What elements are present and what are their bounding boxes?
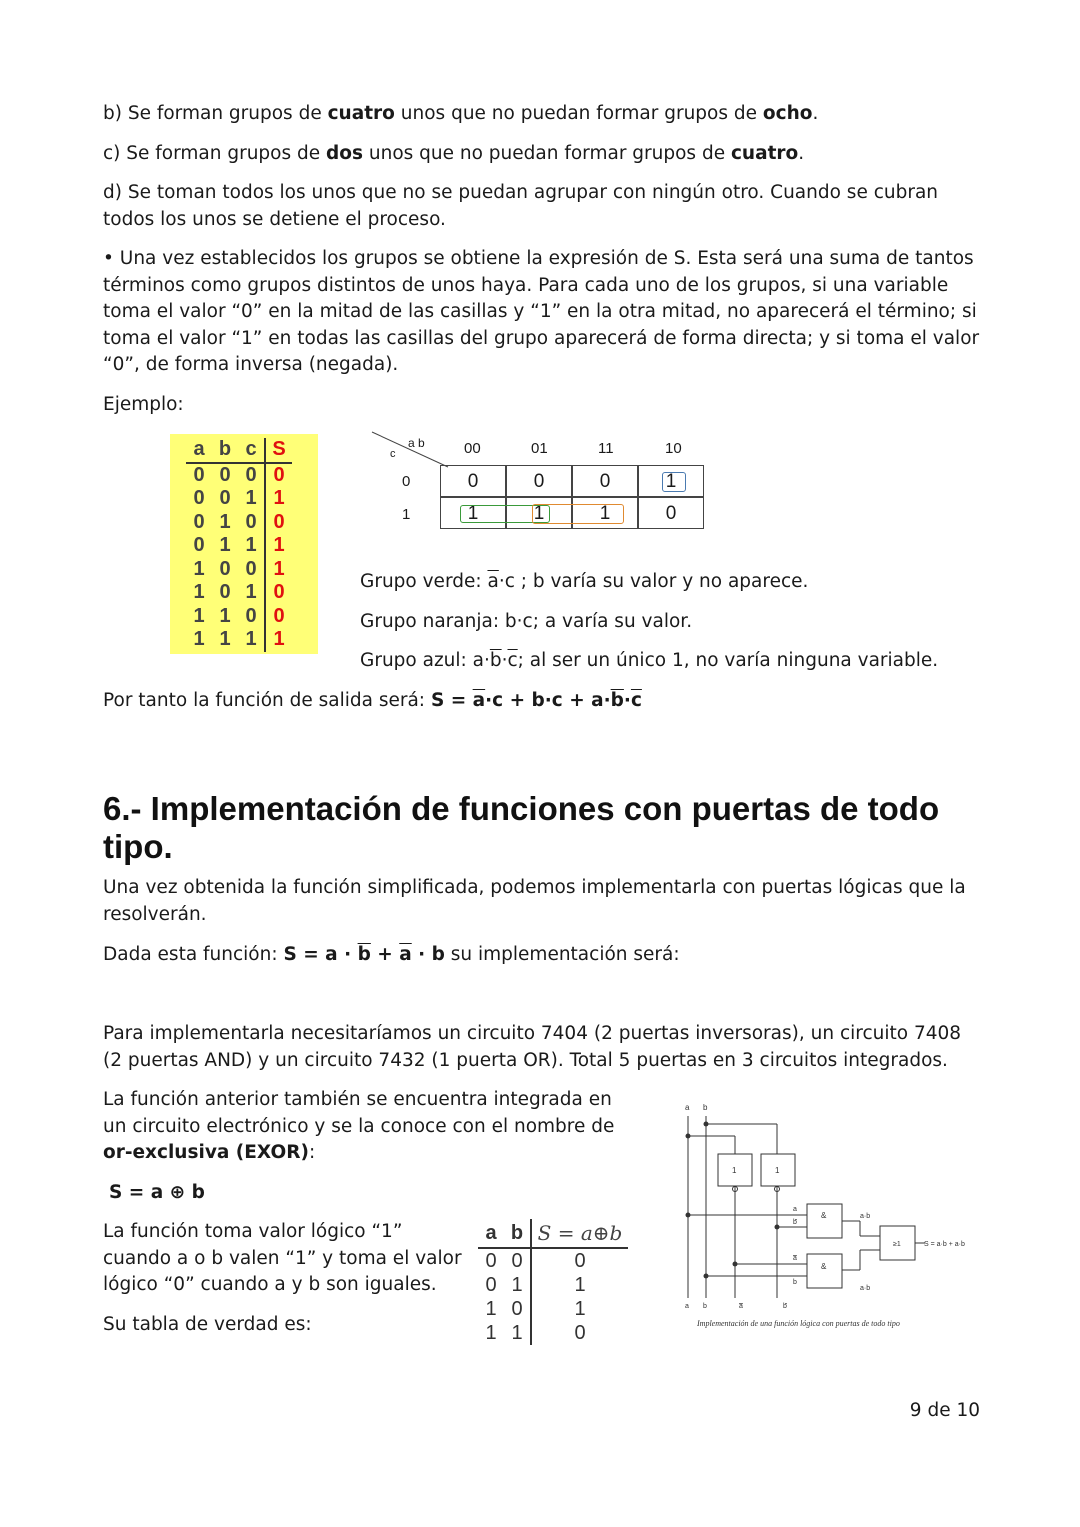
karnaugh-map	[360, 430, 720, 540]
group-blue-text: Grupo azul: $a\cdot\overline{b}\cdot\overline{c}$; al ser un único 1, no varía ninguna variable.	[360, 650, 939, 671]
xor-cell: 0	[485, 1249, 497, 1272]
and-gate-2-label: &	[821, 1262, 827, 1271]
tt-header-s: S	[265, 438, 292, 463]
xor-header-s: S = a⊕b	[531, 1219, 628, 1248]
and2-output-label: a·b	[860, 1285, 871, 1292]
xor-cell: 1	[511, 1321, 523, 1344]
tt-cell-s: 1	[265, 487, 292, 511]
tt-cell: 1	[193, 581, 205, 604]
xor-header-a: a	[478, 1219, 504, 1248]
tt-cell-s: 0	[265, 581, 292, 605]
xor-cell-s: 1	[531, 1273, 628, 1297]
kmap-cell: 0	[440, 465, 506, 497]
tt-cell: 1	[245, 581, 257, 604]
kmap-cell: 0	[506, 465, 572, 497]
group-orange-text: Grupo naranja: b·c; a varía su valor.	[360, 611, 693, 632]
tt-cell: 0	[219, 557, 231, 580]
page-number: 9 de 10	[909, 1400, 980, 1421]
given-function: Dada esta función: $S = a \cdot \overline{b} + \overline{a} \cdot b$ su implementación será:	[103, 944, 680, 965]
step-b: b) Se forman grupos de cuatro unos que no puedan formar grupos de ocho.	[103, 103, 819, 124]
kmap-row-header: 0	[402, 473, 411, 490]
and2-input-na: a	[793, 1255, 797, 1262]
tt-cell-s: 1	[265, 558, 292, 582]
section-title: 6.- Implementación de funciones con puertas de todo tipo.	[103, 790, 940, 865]
example-label: Ejemplo:	[103, 394, 184, 415]
implementation-text: Para implementarla necesitaríamos un circuito 7404 (2 puertas inversoras), un circuito 7408 (2 puertas AND) y un circuito 7432 (1 puerta OR). Total 5 puertas en 3 circuitos integrados.	[103, 1023, 962, 1071]
tt-cell: 0	[219, 487, 231, 510]
circuit-bottom-nb: b	[783, 1303, 787, 1310]
circuit-bottom-a: a	[685, 1303, 689, 1310]
tt-header-c: c	[238, 438, 265, 463]
exor-formula: S = a ⊕ b	[109, 1182, 205, 1203]
kmap-row-header: 1	[402, 506, 411, 523]
circuit-caption: Implementación de una función lógica con puertas de todo tipo	[697, 1319, 900, 1328]
tt-header-b: b	[212, 438, 238, 463]
kmap-corner-ab: a b	[408, 436, 425, 450]
tt-cell: 0	[219, 581, 231, 604]
circuit-input-a: a	[685, 1103, 690, 1112]
and2-input-b: b	[793, 1279, 797, 1286]
tt-cell-s: 1	[265, 534, 292, 558]
tt-cell: 1	[219, 534, 231, 557]
bullet-paragraph: • Una vez establecidos los grupos se obtiene la expresión de S. Esta será una suma de tantos términos como grupos distintos de unos haya. Para cada uno de los grupos, si una variable toma el valor “0” en la mitad de las casillas y “1” en la otra mitad, no aparecerá el término; si toma el valor “1” en todas las casillas del grupo aparecerá de forma directa; y si toma el valor “0”, de forma inversa (negada).	[103, 248, 980, 375]
kmap-col-header: 11	[598, 440, 614, 457]
tt-cell: 0	[219, 463, 231, 486]
tt-cell: 1	[193, 557, 205, 580]
xor-cell-s: 0	[531, 1321, 628, 1345]
and1-input-a: a	[793, 1206, 797, 1213]
kmap-cell: 1	[572, 497, 638, 529]
tt-cell: 1	[245, 487, 257, 510]
kmap-col-header: 00	[464, 440, 481, 457]
truth-table-example	[170, 434, 318, 654]
given-formula: $S = a \cdot \overline{b} + \overline{a} \cdot b$	[283, 944, 445, 965]
circuit-input-b: b	[703, 1103, 708, 1112]
tt-cell: 0	[245, 463, 257, 486]
tt-cell: 0	[245, 604, 257, 627]
xor-cell-s: 0	[531, 1248, 628, 1273]
kmap-cell: 0	[572, 465, 638, 497]
tt-cell: 1	[245, 628, 257, 651]
group-orange-outline	[532, 504, 624, 524]
tt-cell: 1	[219, 510, 231, 533]
tt-cell: 1	[193, 604, 205, 627]
tt-cell-s: 0	[265, 463, 292, 488]
circuit-bottom-na: a	[739, 1303, 743, 1310]
and1-output-label: a·b	[860, 1213, 871, 1220]
kmap-cell: 0	[638, 497, 704, 529]
kmap-corner-c: c	[390, 448, 396, 460]
tt-cell: 1	[193, 628, 205, 651]
kmap-col-header: 10	[665, 440, 682, 457]
or-gate-label: ≥1	[893, 1241, 901, 1248]
xor-truth-table	[478, 1219, 638, 1345]
not-gate-2-label: 1	[775, 1166, 780, 1175]
step-d: d) Se toman todos los unos que no se puedan agrupar con ningún otro. Cuando se cubran todos los unos se detiene el proceso.	[103, 182, 939, 230]
logic-circuit-diagram	[675, 1098, 995, 1338]
kmap-cell: 1	[638, 465, 704, 497]
tt-cell: 1	[219, 628, 231, 651]
tt-cell: 0	[193, 534, 205, 557]
output-formula: $S = \overline{a}\cdot c + b\cdot c + a\cdot\overline{b}\cdot\overline{c}$	[430, 690, 642, 711]
xor-cell: 0	[511, 1297, 523, 1320]
exor-intro: La función anterior también se encuentra integrada en un circuito electrónico y se la conoce con el nombre de or-exclusiva (EXOR):	[103, 1089, 615, 1163]
tt-cell-s: 0	[265, 511, 292, 535]
kmap-cell: 1	[506, 497, 572, 529]
tt-cell-s: 0	[265, 605, 292, 629]
step-c: c) Se forman grupos de dos unos que no puedan formar grupos de cuatro.	[103, 143, 805, 164]
output-function: Por tanto la función de salida será: $S = \overline{a}\cdot c + b\cdot c + a\cdot\overline{b}\cdot\overline{c}$	[103, 690, 642, 711]
tt-cell: 0	[245, 510, 257, 533]
tt-cell: 1	[219, 604, 231, 627]
xor-cell: 0	[485, 1273, 497, 1296]
kmap-col-header: 01	[531, 440, 548, 457]
and-gate-1-label: &	[821, 1211, 827, 1220]
tt-cell: 0	[193, 463, 205, 486]
kmap-cell: 1	[440, 497, 506, 529]
xor-cell: 1	[485, 1321, 497, 1344]
exor-description: La función toma valor lógico “1” cuando a o b valen “1” y toma el valor lógico “0” cuando a y b son iguales.	[103, 1221, 462, 1295]
group-blue-outline	[662, 472, 686, 492]
not-gate-1-label: 1	[732, 1166, 737, 1175]
circuit-output-label: S = a·b + a·b	[924, 1241, 965, 1248]
group-green-text: Grupo verde: $\overline{a}\cdot c$ ; b varía su valor y no aparece.	[360, 571, 809, 592]
tt-cell: 0	[193, 487, 205, 510]
xor-cell: 0	[511, 1249, 523, 1272]
xor-cell: 1	[511, 1273, 523, 1296]
section-intro: Una vez obtenida la función simplificada, podemos implementarla con puertas lógicas que la resolverán.	[103, 877, 966, 925]
xor-header-b: b	[504, 1219, 531, 1248]
xor-cell: 1	[485, 1297, 497, 1320]
circuit-bottom-b: b	[703, 1303, 707, 1310]
tt-cell-s: 1	[265, 628, 292, 652]
and1-input-nb: b	[793, 1219, 797, 1226]
truth-table-label: Su tabla de verdad es:	[103, 1314, 312, 1335]
tt-cell: 0	[245, 557, 257, 580]
tt-cell: 1	[245, 534, 257, 557]
xor-cell-s: 1	[531, 1297, 628, 1321]
tt-header-a: a	[186, 438, 212, 463]
tt-cell: 0	[193, 510, 205, 533]
